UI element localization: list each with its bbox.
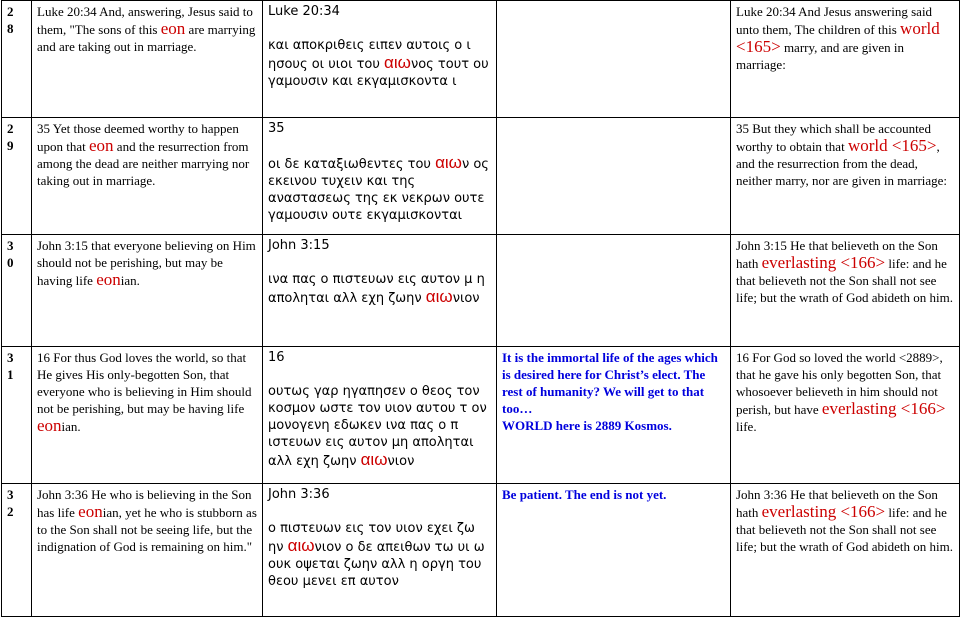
cell-text: νιον ο δε απειθων τω υι ω ουκ οψεται ζωην αλλ η οργη του θεου μενει επ αυτον xyxy=(268,540,485,589)
greek-cell xyxy=(263,235,497,347)
highlighted-term: world <165> xyxy=(847,136,937,155)
kjv-cell xyxy=(731,118,960,235)
commentary-cell xyxy=(497,118,731,235)
highlighted-term: world <165> xyxy=(736,19,940,56)
comparison-table xyxy=(1,0,960,617)
greek-cell xyxy=(263,484,497,617)
cell-text: νιον xyxy=(452,291,480,306)
highlighted-term: everlasting <166> xyxy=(761,502,886,521)
kjv-cell xyxy=(731,235,960,347)
cell-text: ινα πας ο πιστευων εις αυτον μ η αποληται αλλ εχη ζωην xyxy=(268,272,485,306)
cell-text: 35 But they which shall be accounted worthy to obtain that xyxy=(736,121,931,154)
cell-text: life: and he that believeth not the Son shall not see life; but the wrath of God abideth on him. xyxy=(736,505,953,554)
cell-text: νος τουτ ου γαμουσιν και εκγαμισκοντα ι xyxy=(268,57,489,89)
cell-text: ian. xyxy=(61,419,81,434)
cell-text: νιον xyxy=(387,454,415,469)
cell-text: οι δε καταξιωθεντες του xyxy=(268,157,436,172)
cell-text: Luke 20:34 xyxy=(268,4,340,19)
highlighted-term: everlasting <166> xyxy=(761,253,886,272)
highlighted-term: αιω xyxy=(360,450,388,469)
row-number: 3 2 xyxy=(2,484,32,617)
row-number: 2 8 xyxy=(2,1,32,118)
table-row xyxy=(2,1,960,118)
kjv-cell xyxy=(731,347,960,484)
highlighted-term: αιω xyxy=(384,53,411,72)
highlighted-term: eon xyxy=(96,270,121,289)
commentary-cell xyxy=(497,235,731,347)
concordant-cell xyxy=(32,118,263,235)
cell-text: ουτως γαρ ηγαπησεν ο θεος τον κοσμον ωστε τον υιον αυτου τ ον μονογενη εδωκεν ινα πας ο π ιστευων εις αυτον μη αποληται αλλ εχη ζωην xyxy=(268,384,487,469)
cell-text: ian, yet he who is stubborn as to the Son shall not be seeing life, but the indignation of God is remaining on him." xyxy=(37,505,257,554)
cell-text: life. xyxy=(736,419,757,434)
cell-text: και αποκριθεις ειπεν αυτοις ο ι ησους οι υιοι του xyxy=(268,38,471,72)
concordant-cell xyxy=(32,1,263,118)
concordant-cell xyxy=(32,235,263,347)
table-row xyxy=(2,235,960,347)
row-number: 3 0 xyxy=(2,235,32,347)
cell-text: John 3:15 He that believeth on the Son hath xyxy=(736,238,938,271)
cell-text: John 3:15 xyxy=(268,238,330,253)
greek-cell xyxy=(263,118,497,235)
cell-text: 16 For thus God loves the world, so that He gives His only-begotten Son, that everyone who is believing in Him should not be perishing, but may be having life xyxy=(37,350,252,416)
cell-text: Luke 20:34 And Jesus answering said unto them, The children of this xyxy=(736,4,933,37)
commentary-text: It is the immortal life of the ages which is desired here for Christ’s elect. The rest of humanity? We will get to that too… xyxy=(502,350,718,416)
cell-text: John 3:36 xyxy=(268,487,330,502)
cell-text: John 3:36 He that believeth on the Son hath xyxy=(736,487,938,520)
cell-text: marry, and are given in marriage: xyxy=(736,40,905,72)
commentary-cell xyxy=(497,347,731,484)
commentary-text: Be patient. The end is not yet. xyxy=(502,487,667,502)
cell-text: 35 Yet those deemed worthy to happen upon that xyxy=(37,121,239,154)
cell-text: 16 For God so loved the world <2889>, that he gave his only begotten Son, that whosoever believeth in him should not perish, but have xyxy=(736,350,943,417)
cell-text: ian. xyxy=(120,273,140,288)
cell-text: life: and he that believeth not the Son shall not see life; but the wrath of God abideth on him. xyxy=(736,256,953,305)
cell-text: Luke 20:34 And, answering, Jesus said to them, "The sons of this xyxy=(37,4,253,37)
highlighted-term: eon xyxy=(160,19,186,38)
cell-text: ν ος εκεινου τυχειν και της αναστασεως της εκ νεκρων ουτε γαμουσιν ουτε εκγαμισκονται xyxy=(268,157,489,223)
cell-text: 35 xyxy=(268,121,285,136)
highlighted-term: αιω xyxy=(287,536,315,555)
cell-text: are marrying and are taking out in marriage. xyxy=(37,22,256,54)
highlighted-term: αιω xyxy=(435,153,462,172)
row-number: 3 1 xyxy=(2,347,32,484)
greek-cell xyxy=(263,1,497,118)
table-row xyxy=(2,484,960,617)
cell-text: and the resurrection from among the dead are neither marrying nor taking out in marriage. xyxy=(37,139,250,188)
highlighted-term: αιω xyxy=(425,287,453,306)
commentary-cell xyxy=(497,1,731,118)
table-row xyxy=(2,347,960,484)
cell-text: John 3:15 that everyone believing on Him should not be perishing, but may be having life xyxy=(37,238,256,288)
kjv-cell xyxy=(731,1,960,118)
cell-text: , and the resurrection from the dead, neither marry, nor are given in marriage: xyxy=(736,139,948,188)
commentary-cell xyxy=(497,484,731,617)
highlighted-term: eon xyxy=(89,136,114,155)
highlighted-term: everlasting <166> xyxy=(821,399,946,418)
commentary-text: WORLD here is 2889 Kosmos. xyxy=(502,418,672,433)
cell-text: 16 xyxy=(268,350,285,365)
highlighted-term: eon xyxy=(37,416,62,435)
cell-text: ο πιστευων εις τον υιον εχει ζω ην xyxy=(268,521,475,555)
concordant-cell xyxy=(32,347,263,484)
table-row xyxy=(2,118,960,235)
highlighted-term: eon xyxy=(78,502,103,521)
concordant-cell xyxy=(32,484,263,617)
cell-text: John 3:36 He who is believing in the Son has life xyxy=(37,487,252,520)
greek-cell xyxy=(263,347,497,484)
kjv-cell xyxy=(731,484,960,617)
row-number: 2 9 xyxy=(2,118,32,235)
